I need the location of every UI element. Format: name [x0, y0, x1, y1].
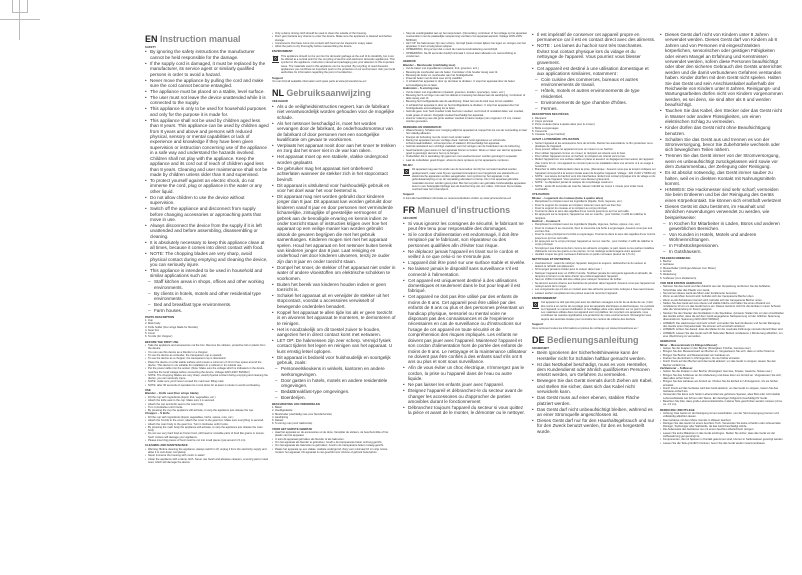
crop-mark: [0, 0, 40, 40]
list-item: • Drehen Sie die Einheit im Uhrzeigersinn, bis sie hörbar einrastet.: [660, 357, 784, 360]
list-item: 5. Abdeckung: [660, 273, 677, 277]
list-item: • L'appareil doit être posé sur une surface stable et nivelée.: [403, 260, 527, 265]
list-item: • Components that have come into contact with food can be cleaned in soapy water.: [272, 42, 396, 45]
list-item: 1. Récipient: [532, 116, 547, 120]
en-support-heading: Support: [272, 75, 284, 80]
list-item: • Switch off the appliance and disconnect from supply before changing accessories or approaching parts that move in use.: [145, 206, 269, 222]
column-3: [403, 32, 527, 416]
de-chopper-list: [660, 370, 784, 406]
list-item: • Het apparaat moet op een stabiele, vlakke ondergrond worden geplaatst.: [272, 154, 396, 165]
list-item: • Fixez le corps principal sur la boîte à engrenages. Tournez-le dans le sens des aiguilles d'une montre jusqu'à ce qu'il se verrouille.: [532, 233, 656, 240]
list-item: • Remplissez le récipient avec les ingrédients (liquide, fruits, légumes, etc.): [532, 200, 656, 203]
list-item: • En appuyant sur le corps principal, l'appareil se met en marche ; pour l'arrêter, il suffit de relâcher le corps principal.: [532, 240, 656, 247]
list-item: • Remplissez le récipient avec les ingrédients (liquide, légumes, herbes, épices, noix, etc.): [532, 223, 656, 226]
list-item: • By pressing the cup the appliance will activate, to stop the appliance just release the cup.: [145, 409, 269, 412]
en-title-text: Instruction manual: [160, 34, 241, 44]
list-item: 1. Becher: [660, 260, 672, 264]
list-item: • Wenn es als Zerkleinerer benutzt wird, befindet sich der transparente Becher unten.: [660, 299, 784, 302]
list-item: • Allow the parts to dry thoroughly before reassembling the device.: [272, 45, 396, 48]
list-item: • Cet appareil ne doit pas être utilisé par des enfants de moins de 8 ans. Cet appareil peut être utilisé par des enfants de 8 ans ou plus et des personnes présentant un handicap physique, sensoriel ou mental voire ne disposant pas des connaissances et de l'expérience nécessaires en cas de surveillance ou d'instructions sur l'usage de cet appareil en toute sécurité et de compréhension des risques impliqués. Les enfants ne doivent pas jouer avec l'appareil. Maintenez l'appareil et son cordon d'alimentation hors de portée des enfants de moins de 8 ans. Le nettoyage et la maintenance utilisateur ne doivent pas être confiés à des enfants sauf s'ils ont 8 ans ou plus et sont sous surveillance.: [403, 294, 527, 364]
list-item: 3. Messerhalter (4-Klingen-Messer zum Mixen): [660, 266, 716, 270]
nl-cleaning-heading: REINIGING EN ONDERHOUD: [403, 124, 442, 129]
list-item: • Reinig het apparaat met een vochtige doek. Gebruik nooit agressieve en schurende schoonmaakmiddelen, schuursponzen of staalwol; dit beschadigt het apparaat.: [403, 139, 527, 146]
nl-first-use-list: [272, 431, 396, 454]
list-item: • Pour utiliser l'appareil comme un hachoir, le récipient est orienté vers le bas.: [532, 155, 656, 158]
list-item: • If the supply cord is damaged, it must be replaced by the manufacturer, its service agent or similarly qualified persons in order to avoid a hazard.: [145, 61, 269, 77]
list-item: • Don't give bacteria any chance to enter the device. Make sure the appliance is cleaned and before storage.: [272, 35, 396, 42]
list-item: • Dieses Gerät darf nur für den Haushaltsgebrauch und nur für den Zweck benutzt werden, für den es hergestellt wurde.: [532, 418, 656, 434]
list-item: – In Frühstückspensionen.: [660, 243, 784, 248]
fr-parts-list: [532, 117, 656, 137]
list-item: • OPMERKING: Na 30 seconden bedrijf minimaal 1 minuut laten afkoelen om oververhitting te voorkomen.: [403, 52, 527, 59]
list-item: • Stecken Sie den Stecker des Netzkabels in die Steckdose. (Hinweis: Stellen Sie vor dem Anschließen des Geräts sicher, dass die auf dem Gerät angegebene Netzspannung mit der örtlichen Spannung übereinstimmt. Spannung 220V-240V 50/60Hz): [660, 312, 784, 322]
list-item: • Fixez le support du couteau et le récipient au corps principal.: [532, 207, 656, 210]
list-item: • This appliance is only to be used for household purposes and only for the purpose it is made for.: [145, 106, 269, 117]
list-item: • Sie können dieses Gerät als Mixer oder Zerkleinerer benutzen.: [660, 292, 784, 295]
nl-cleaning-list: [403, 129, 527, 162]
list-item: • Geben Sie die Zutaten in den Becher (Flüssigkeit, Früchte, Gemüse usw.): [660, 347, 784, 350]
en-first-use-list: [145, 344, 269, 387]
list-item: • Dompel het snoer, de stekker of het apparaat niet onder in water of andere vloeistoffen om elektrische schokken te voorkomen.: [272, 265, 396, 281]
list-item: • Put the power cable into the socket. (Note: Make sure the voltage which is indicated on the device matches the local voltage before connecting the device. Voltage 220V-240V 50/60Hz): [145, 367, 269, 374]
list-item: • HINWEIS: Achten Sie darauf, dass die Marke für die maximale Füllmenge niemals überschritten wird.: [660, 328, 784, 331]
list-item: 5. Couvercle: [532, 129, 548, 133]
en-chopper-heading: Chopper – S knife: [145, 411, 170, 416]
nl-support-heading: Support: [403, 192, 415, 197]
nl-parts-list: [272, 406, 396, 426]
list-item: • Turn it clockwise until it locks.: [145, 406, 269, 409]
fr-blender-heading: Mixeur – Logement du couteau (lame à quatre ailes): [532, 195, 604, 200]
nl-parts-heading: BESCHRIJVING VAN ONDERDELEN: [272, 401, 320, 406]
list-item: – By clients in hotels, motels and other residential type environments.: [145, 291, 269, 302]
list-item: • Houd er rekening mee dat grote stukken voedsel in kleine stukjes (van ongeveer 1,5 cm) moeten worden gesneden.: [403, 117, 527, 124]
list-item: – Environnements de type chambre d'hôtes.: [532, 100, 656, 105]
list-item: • NOTE : ne dépassez jamais la marque de remplissage maximum.: [532, 181, 656, 184]
en-environment: [272, 55, 396, 75]
fr-title: [403, 205, 527, 215]
nl-first-use-list-cont: [403, 32, 527, 58]
list-item: • Om het apparaat als hakmolen te gebruiken, houdt u de transparante beker omlaag gericht.: [272, 444, 396, 447]
fr-cleaning-heading: NETTOYAGE ET ENTRETIEN: [532, 257, 571, 262]
list-item: • Das Gerät darf nicht unbeaufsichtigt bleiben, während es an einer Stromquelle angeschlossen ist.: [532, 407, 656, 418]
list-item: • NOTE: after 30 seconds of operation let it cool down for at least 1 minute to avoid overheating.: [145, 384, 269, 387]
fr-first-use-heading: AVANT LA PREMIÈRE UTILISATION: [532, 137, 580, 142]
list-item: • Ist das Netzkabel beschädigt, muss es vom Hersteller, dem Kundendienst oder ähnlich qualifizierten Personen ersetzt werden, um Gefahren zu vermeiden.: [532, 362, 656, 378]
list-item: 4. Gear box: [145, 328, 160, 332]
list-item: 6. S-Messer (zum Zerkleinern): [660, 276, 697, 280]
list-item: • NOTE : Les lames du hachoir sont très tranchantes. Évitez tout contact physique lors du vidage et du nettoyage de l'appareil. Vous pourriez vous blesser gravement.: [532, 43, 656, 65]
de-cleaning-list: [660, 412, 784, 445]
en-cleaning-heading: CLEANING AND MAINTENANCE: [145, 443, 188, 448]
crossed-out-wheelie-bin-icon: [272, 55, 279, 63]
de-parts-heading: TEILEBESCHREIBUNG: [660, 255, 691, 260]
fr-environment-heading: ENVIRONNEMENT: [532, 295, 557, 300]
list-item: • Débranchez toujours l'appareil du secteur si vous quittez la pièce et avant de le monter, le démonter ou le nettoyer.: [403, 405, 527, 416]
list-item: • En appuyant sur le récipient, l'appareil se met en marche ; pour l'arrêter, il suffit de relâcher le récipient.: [532, 213, 656, 220]
list-item: • NOTE : après 30 secondes de marche, laissez refroidir au moins 1 minute pour éviter toute surchauffe.: [532, 185, 656, 192]
fr-environment-text: Cet appareil ne doit pas être jeté avec les déchets ménagers à la fin de sa durée de vie, il doit être remis à un centre de recyclage pour les appareils électriques et électroniques. Ce symbole sur l'appareil, le manuel d'utilisation et l'emballage attire votre attention sur ce point important. Les matériaux utilisés dans cet appareil sont recyclables. En recyclant vos appareils, vous contribuez de manière significative à la protection de notre environnement. Renseignez-vous auprès des autorités locales pour connaître les centres de collecte des déchets.: [541, 301, 655, 321]
list-item: 6. S knife (for chopper): [145, 335, 173, 339]
list-item: • Les composants qui ont été en contact avec des aliments peuvent être nettoyés à l'eau savonneuse.: [532, 288, 656, 291]
list-item: • Mettez l'appareil sur une surface stable et plane et assurez un dégagement tout autour de l'appareil d'au moins 10 cm. Cet appareil ne convient pas à une installation dans une armoire ni à un usage à l'extérieur.: [532, 158, 656, 168]
list-item: • Bevestig de beker en meshouder aan het hoofdgedeelte.: [403, 74, 527, 77]
de-safety-heading: SICHERHEIT: [532, 345, 549, 350]
list-item: – Personeelskeukens in winkels, kantoren en andere werkomgevingen.: [272, 366, 396, 377]
list-item: • Als het netsnoer beschadigd is, moet het worden vervangen door de fabrikant, de onderhoudsmonteur van de fabrikant of door personen met een soortgelijke kwalificatie om gevaar te voorkomen.: [272, 121, 396, 143]
de-title: [532, 335, 656, 345]
list-item: • NOTE : Les lames du hachoir sont très tranchantes. Évitez tout contact physique lors du vidage et du nettoyage de l'appareil. Vous pourriez vous blesser gravement.: [532, 175, 656, 182]
fr-safety-list-cont: [532, 32, 656, 111]
en-parts-heading: PARTS DESCRIPTION: [145, 314, 175, 319]
en-cleaning-list-cont: [272, 32, 396, 48]
list-item: • Veuillez couper les gros morceaux d'aliments en petits morceaux (autour de 1,5 cm).: [532, 253, 656, 256]
list-item: • Bringen Sie den Messereinsatz am Becher an. Vergewissern Sie sich, dass er sicher fixiert ist.: [660, 350, 784, 353]
de-use-heading: GEBRAUCH: [660, 339, 677, 344]
de-chopper-heading: Zerkleinerer – S-Messer: [660, 365, 693, 370]
list-item: • Dompel de behuizing met de motor nooit onder water!: [403, 136, 527, 139]
list-item: • Seul un chiffon humide doit être utilisé pour nettoyer l'extérieur du boîtier.: [532, 278, 656, 281]
fr-first-use-list: [532, 142, 656, 191]
list-item: 2. Gehäuse: [660, 263, 674, 267]
crossed-out-wheelie-bin-icon: [532, 301, 539, 309]
list-item: • Fixez le couteau S au couvercle, fixez le couvercle à la boîte à engrenages. Assurez-vous que tout est bien fixé.: [532, 227, 656, 234]
list-item: • Als u de veiligheidsinstructies negeert, kan de fabrikant niet verantwoordelijk worden gehouden voor de mogelijke schade.: [272, 104, 396, 120]
list-item: • Dit apparaat is bedoeld voor huishoudelijk en soortgelijk gebruik, zoals:: [272, 355, 396, 366]
list-item: • Éteignez l'appareil et débranchez-le du secteur avant de changer les accessoires ou d'approcher de parties amovibles durant le fonctionnement: [403, 388, 527, 404]
list-item: • Only a damp rinsing cloth should be used to clean the outside of the housing.: [272, 32, 396, 35]
list-item: • Vul de beker met ingrediënten (vloeistof, fruit, groenten, enz.): [403, 67, 527, 70]
column-5: [660, 32, 784, 445]
de-title-text: Bedienungsanleitung: [547, 334, 639, 345]
de-safety-list: [532, 350, 656, 434]
list-item: • Beim Ignorieren der Sicherheitshinweise kann der Hersteller nicht für Schäden haftbar gemacht werden.: [532, 350, 656, 361]
list-item: – Staff kitchen areas in shops, offices and other working environments.: [145, 279, 269, 290]
fr-support-text: Vous retrouvez toutes les informations et pièces de rechange sur www.princesshome.eu !: [532, 326, 639, 330]
list-item: • Dieses Gerät darf nicht von Kindern unter 8 Jahren verwendet werden. Dieses Gerät darf von Kindern ab 8 Jahren und von Personen mit eingeschränkten körperlichen, sensorischen oder geistigen Fähigkeiten oder einem Mangel an Erfahrung und Kenntnissen verwendet werden, sofern diese Personen beaufsichtigt oder über den sicheren Gebrauch des Geräts unterrichtet werden und die damit verbundenen Gefahren verstanden haben. Kinder dürfen mit dem Gerät nicht spielen. Halten Sie das Gerät und sein Anschlusskabel außerhalb der Reichweite von Kindern unter 8 Jahren. Reinigungs- und Wartungsarbeiten dürfen nicht von Kindern vorgenommen werden, es sei denn, sie sind älter als 8 und werden beaufsichtigt.: [660, 32, 784, 108]
list-item: • Bringen Sie Becher und Messereinsatz am Gehäuse an.: [660, 354, 784, 357]
list-item: • Dieses Gerät ist dazu bestimmt, im Haushalt und ähnlichen Anwendungen verwendet zu werden, wie beispielsweise:: [660, 204, 784, 220]
list-item: • To use the device as a chopper, the transparent cup is downward.: [145, 357, 269, 360]
list-item: • Afin de vous éviter un choc électrique, n'immergez pas le cordon, la prise ou l'appareil dans de l'eau ou autre liquide.: [403, 365, 527, 381]
list-item: • N'immergez jamais le boîtier avec le moteur dans l'eau !: [532, 268, 656, 271]
list-item: • Nettoyez l'appareil avec un chiffon humide. N'utilisez jamais de nettoyants agressifs et abrasifs, de tampons à récurer ou de laine d'acier qui endommageraient l'appareil.: [532, 272, 656, 279]
list-item: • Dit apparaat is uitsluitend voor huishoudelijk gebruik en voor het doel waar het voor bestemd is.: [272, 183, 396, 194]
nl-support-text: U kunt alle beschikbare informatie en reserveonderdelen vinden op www.princesshome.eu!: [403, 196, 512, 200]
de-blender-list: [660, 347, 784, 367]
list-item: • Es ist absolut notwendig, das Gerät immer sauber zu halten, weil es in direkten Kontakt mit Nahrungsmitteln kommt.: [660, 170, 784, 186]
de-first-use-list: [660, 285, 784, 338]
list-item: – Coin cuisine des commerces, bureaux et autres environnements de travail.: [532, 77, 656, 88]
list-item: • OPMERKING: Zorg ervoor dat u nooit de maximumvulmarkering overschrijdt.: [403, 48, 527, 51]
list-item: • Laissez sécher complètement les pièces avant de remonter l'appareil.: [532, 292, 656, 295]
list-item: • Vul de beker met ingrediënten (vloeistof, groenten, kruiden, specerijen, noten, enz.): [403, 91, 527, 94]
list-item: • Komponenten, die mit Speisen in Kontakt gekommen sind, können in Seifenwasser gereinigt werden.: [660, 438, 784, 441]
list-item: • LET OP: De hakmessen zijn zeer scherp. Vermijd fysiek contact tijdens het legen en reinigen van het apparaat. U kunt ernstig letsel oplopen.: [272, 338, 396, 354]
list-item: • De gebruiker mag het apparaat niet onbeheerd achterlaten wanneer de stekker zich in het stopcontact bevindt.: [272, 166, 396, 182]
column-1: [145, 32, 269, 464]
list-item: • Gebruik geen zeer hard voedsel zoals bevroren voedsel, oud brood of onstabiel delen van voedsel, zoals graan of stenen. Dergelijk voedsel beschadigt het apparaat.: [403, 110, 527, 117]
list-item: • HINWEIS: Lassen Sie das Gerät nach 30 Sekunden Betrieb mindestens 1 Minute lang abkühlen, um eine Überhitzung zu vermeiden.: [660, 332, 784, 339]
list-item: • Om het apparaat als blender te gebruiken, houdt u de transparante beker omhoog gericht.: [272, 441, 396, 444]
list-item: • Draai de beker met de klok mee tot hij vastklikt.: [403, 77, 527, 80]
crossed-out-wheelie-bin-icon: [403, 168, 410, 176]
list-item: • Place the device on a flat stable surface and ensure a minimum of 10 cm free space around the device. This device is not suitable for installation in a cabinet or for outside use.: [145, 361, 269, 368]
en-first-use-heading: BEFORE THE FIRST USE: [145, 339, 179, 344]
list-item: • U schakelt het apparaat in door op het hoofdgedeelte te drukken. U stopt het apparaat door het hoofdgedeelte eenvoudigweg los te laten.: [403, 104, 527, 111]
list-item: • HINWEIS: Die Hackmesser sind sehr scharf; vermeiden Sie beim Entleeren und bei der Reinigung des Geräts einen Körperkontakt. Sie können sich ernsthaft verletzen!: [660, 187, 784, 203]
list-item: – Fermes.: [532, 106, 656, 111]
en-use-heading: USE: [145, 388, 151, 393]
list-item: – Farm houses.: [145, 308, 269, 313]
list-item: • Nehmen Sie das Gerät und das Zubehör aus der Verpackung. Entfernen Sie die Aufkleber, Schutzfolie oder das Plastik vom Gerät.: [660, 285, 784, 292]
fr-chopper-heading: Hachoir – Couteau S: [532, 218, 561, 223]
nl-blender-list: [403, 67, 527, 87]
list-item: • Schalten Sie das Gerät aus und trennen es von der Stromversorgung, bevor Sie Zubehörteile wechseln oder sich beweglichen Teilen nähern.: [660, 137, 784, 153]
list-item: 3. Knife holder (four wings blade for blender): [145, 325, 199, 329]
nl-environment-heading: MILIEU: [403, 162, 413, 167]
list-item: • NOTE: The chopping blades are very sharp, avoid physical contact during emptying and cleaning the device, you can seriously injure.: [145, 251, 269, 267]
fr-safety-heading: SÉCURITÉ: [403, 216, 418, 221]
list-item: • Das Gehäuse mit dem Motor niemals in Wasser tauchen!: [660, 419, 784, 422]
list-item: • Clean the appliance with a damp cloth. Never use harsh and abrasive cleaners, scouring pad or steel wool, which will damage the device.: [145, 458, 269, 465]
list-item: • Plaats het apparaat op een vlakke, stabiele ondergrond. Zorg voor minimaal 10 cm vrije ruimte rondom het apparaat. Dit apparaat is niet geschikt voor inbouw of gebruik buitenshuis.: [272, 448, 396, 455]
en-safety-heading: SAFETY: [145, 45, 157, 49]
list-item: • NOTE: The chopping blades are very sharp, avoid physical contact during emptying and cleaning the device, you can seriously injure.: [145, 374, 269, 381]
list-item: – Bed&Breakfast-type omgevingen.: [272, 389, 396, 394]
list-item: • Attach the main body to the gear box. Turn it clockwise until it locks.: [145, 423, 269, 426]
list-item: • By pressing the main body the appliance will activate, to stop the appliance just release the main body.: [145, 426, 269, 433]
list-item: – Von Kunden in Hotels, Motels und anderen Wohneinrichtungen.: [660, 232, 784, 243]
list-item: • Waarschuwing: Schakel voor reiniging altijd het apparaat uit, koppel het los van de netvoeding en laat het volledig afkoelen.: [403, 129, 527, 136]
en-title: [145, 34, 269, 44]
list-item: 1. Cup: [145, 319, 153, 322]
list-item: • Verplaats het apparaat nooit door aan het snoer te trekken en zorg dat het snoer niet in de war kan raken.: [272, 143, 396, 154]
list-item: • Laat de onderdelen goed drogen, alvorens deze opnieuw op het apparaat te monteren.: [403, 159, 527, 162]
list-item: – Door gasten in hotels, motels en andere residentiële omgevingen.: [272, 378, 396, 389]
list-item: • Onderdelen die in aanraking zijn gekomen met voedsel kunnen worden gereinigd in sopwater.: [403, 155, 527, 158]
list-item: • Koppel het apparaat te allen tijde los als er geen toezicht is en alvorens het apparaat te monteren, te demonteren of te reinigen.: [272, 310, 396, 326]
list-item: • Il est impératif de conserver cet appareil propre en permanence car il est en contact direct avec des aliments.: [532, 32, 656, 43]
list-item: 4. Aandrijving: [272, 415, 289, 419]
list-item: • Trennen Sie das Gerät immer von der Stromversorgung, wenn es unbeaufsichtigt zurückgelassen wird sowie vor dem Zusammenbau, der Zerlegung oder Reinigung.: [660, 153, 784, 169]
de-language-code: DE: [532, 334, 545, 345]
list-item: 4. Boîte à engrenages: [532, 126, 559, 130]
list-item: • Cet appareil est destiné à une utilisation domestique et aux applications similaires, notamment :: [532, 66, 656, 77]
list-item: • Vous pouvez utiliser cet appareil comme un mixeur ou un hachoir.: [532, 148, 656, 151]
list-item: • Do not allow children to use the device without supervision.: [145, 195, 269, 206]
list-item: • Attach the S knife to the cover, attach the cover to the gear box. Make sure everything is secured.: [145, 419, 269, 422]
list-item: • Reinigen Sie das Gerät mit einem feuchten Tuch. Verwenden Sie keine scharfen oder scheuernden Reiniger, Topfreiniger oder Stahlwolle, da das Gerät beschädigt würde.: [660, 422, 784, 429]
nl-safety-list: [272, 104, 396, 401]
list-item: – Boerderijen.: [272, 395, 396, 400]
list-item: • Never immerse the housing with motor in water!: [145, 454, 269, 457]
list-item: • Si vous ignorez les consignes de sécurité, le fabricant ne peut être tenu pour responsable des dommages.: [403, 221, 527, 232]
list-item: • The appliance must be placed on a stable, level surface.: [145, 89, 269, 94]
list-item: • Achtung: Das Gerät vor der Reinigung immer ausschalten, von der Stromversorgung trennen und vollständig abkühlen lassen.: [660, 412, 784, 419]
list-item: 2. Corps principal: [532, 119, 553, 123]
de-first-use-heading: VOR DEM ERSTEN GEBRAUCH: [660, 280, 703, 285]
nl-safety-heading: VEILIGHEID: [272, 99, 288, 104]
de-cleaning-heading: REINIGUNG UND PFLEGE: [660, 407, 695, 412]
fr-parts-heading: DESCRIPTION DES PIÈCES: [532, 112, 569, 117]
nl-title-text: Gebruiksaanwijzing: [286, 88, 371, 99]
list-item: • Ne laissez jamais le dispositif sans surveillance s'il est connecté à l'alimentation.: [403, 266, 527, 277]
list-item: • Si le cordon d'alimentation est endommagé, il doit être remplacé par le fabricant, son réparateur ou des personnes qualifiées afin d'éviter tout risque.: [403, 232, 527, 248]
list-item: • Warning: Before cleaning the appliance, always switch it off, unplug it from the electricity supply and allow it to cool down completely.: [145, 448, 269, 455]
de-blender-heading: Mixer – Messereinsatz (4-Klingen-Messer): [660, 342, 718, 347]
list-item: • Ne donnez aucune chance aux bactéries de pénétrer dans l'appareil. Assurez-vous que l'appareil est nettoyé avant de le ranger.: [532, 282, 656, 289]
list-item: • Bevestig de meshouder aan de beker. Controleer of de houder stevig vast zit.: [403, 71, 527, 74]
list-item: • Fill the cup with ingredients (liquid, fruit, vegetables, etc.): [145, 396, 269, 399]
nl-environment-text: Dit apparaat mag aan het einde van de levensduur niet bij het normale huisafval worden gedeponeerd, maar moet bij een speciaal inzamelpunt voor hergebruik van elektrische en elektronische apparaten worden aangeboden. Het symbool op het apparaat, in de gebruiksaanwijzing en op de verpakking attendeert u hierop. De in het apparaat gebruikte materialen kunnen worden gerecycled. Met het recyclen van gebruikte huishoudelijke apparaten levert u een belangrijke bijdrage aan de bescherming van ons milieu. Informeer bij uw lokale overheid naar het inzamelpunt.: [412, 168, 527, 192]
list-item: 4. Antrieb: [660, 270, 672, 274]
list-item: • Wenn es als Mixer benutzt wird, befindet sich der transparente Becher oben.: [660, 295, 784, 298]
list-item: 6. S-vormig mes (voor hakfunctie): [272, 422, 313, 426]
list-item: 5. Deksel: [272, 419, 284, 423]
list-item: • Geef bacteriën geen kans om het apparaat binnen te treden. Wees er zeker van dat het apparaat goed is gereinigd, alvorens het op te bergen.: [403, 149, 527, 156]
list-item: • Avertissement : avant de nettoyer l'appareil, éteignez-le toujours, débranchez-le du secteur et laissez-le refroidir complètement.: [532, 262, 656, 269]
fr-title-text: Manuel d'instructions: [417, 205, 511, 216]
list-item: 5. Cover: [145, 332, 156, 336]
list-item: • Fixez le support du couteau au récipient. Assurez-vous qu'il est bien fixé.: [532, 204, 656, 207]
list-item: • The user must not leave the device unattended while it is connected to the supply.: [145, 95, 269, 106]
list-item: • Gebruik uitsluitend een vochtige vaatdoek voor het reinigen van de buitenkant van de behuizing.: [403, 145, 527, 148]
list-item: • Bringen Sie das S-Messer an der Abdeckung und diese dann am Antrieb an. Vergewissern Sie sich, dass alles sicher fixiert ist.: [660, 374, 784, 381]
list-item: • Do not use very hard food as frozen food, old bread or unstable parts of food like grains or stones. Such mixture will damage your appliance.: [145, 432, 269, 439]
list-item: 3. Meshouder (vierbladig mes voor blenderfunctie): [272, 412, 332, 416]
list-item: • To protect yourself against an electric shock, do not immerse the cord, plug or appliance in the water or any other liquid.: [145, 178, 269, 194]
list-item: – In Küchen für Mitarbeiter in Läden, Büros und anderen gewerblichen Bereichen.: [660, 221, 784, 232]
list-item: • This appliance is intended to be used in household and similar applications such as:: [145, 268, 269, 279]
list-item: • Stellen Sie das Gerät auf eine ebene und stabile Fläche und halten Sie einen Abstand von mindestens 10 cm um das Gerät herum ein. Dieses Gerät ist nicht für den Einbau in einen Schrank oder die Verwendung im Freien geeignet.: [660, 302, 784, 312]
list-item: 6. Couteau S (pour hachoir): [532, 133, 566, 137]
nl-use-heading: GEBRUIK: [403, 59, 416, 64]
list-item: • Bringen Sie das Gehäuse am Antrieb an. Drehen Sie die Einheit im Uhrzeigersinn, bis sie hörbar einrastet.: [660, 380, 784, 387]
list-item: • Sortez l'appareil et les accessoires hors de la boîte. Retirez les autocollants, le film protecteur ou le plastique de l'appareil.: [532, 142, 656, 149]
list-item: • Ne déplacez jamais l'appareil en tirant sur le cordon et veillez à ce que celui-ci ne s'enroule pas.: [403, 249, 527, 260]
list-item: • Tournez-le dans le sens des aiguilles d'une montre jusqu'à ce qu'il se verrouille.: [532, 210, 656, 213]
en-blender-list: [145, 396, 269, 412]
column-2: [272, 32, 396, 454]
list-item: • It is absolutely necessary to keep this appliance clean at all times, because it comes into direct contact with food.: [145, 240, 269, 251]
en-safety-list: [145, 49, 269, 313]
list-item: • NOTE: make sure you'll never exceed the maximum filling mark.: [145, 380, 269, 383]
nl-environment: [403, 168, 527, 191]
list-item: • Schakel het apparaat uit en verwijder de stekker uit het stopcontact, voordat u accessoires verwisselt of bewegende onderdelen benadert.: [272, 293, 396, 309]
list-item: • Tauchen Sie das Kabel, den Stecker oder das Gerät nicht in Wasser oder andere Flüssigkeiten, um einen elektrischen Schlag zu vermeiden.: [660, 108, 784, 124]
de-safety-list-cont: [660, 32, 784, 255]
list-item: • Bevestig het S-vormige mes aan het deksel en bevestig het deksel aan de aandrijving. Controleer of alles stevig vast zit.: [403, 94, 527, 101]
fr-use-heading: UTILISATION: [532, 192, 550, 197]
list-item: • Dit apparaat mag niet worden gebruikt door kinderen jonger dan 8 jaar. Dit apparaat kan worden gebruikt door kinderen vanaf 8 jaar en door personen met verminderde lichamelijke, zintuiglijke of geestelijke vermogens of gebrek aan de benodigde ervaring en kennis indien ze onder toezicht staan of instructies krijgen over hoe het apparaat op een veilige manier kan worden gebruikt alsook de gevaren begrijpen die met het gebruik samenhangen. Kinderen mogen niet met het apparaat spelen. Houd het apparaat en het netsnoer buiten bereik van kinderen jonger dan 8 jaar. Laat reiniging en onderhoud niet door kinderen uitvoeren, tenzij ze ouder zijn dan 8 jaar en onder toezicht staan.: [272, 194, 396, 264]
fr-language-code: FR: [403, 205, 415, 216]
list-item: • Cet appareil est uniquement destiné à des utilisations domestiques et seulement dans le but pour lequel il est fabriqué.: [403, 278, 527, 294]
en-cleaning-list: [145, 448, 269, 464]
list-item: • Attach the cup and knife seat to the main body.: [145, 403, 269, 406]
fr-support-heading: Support: [532, 322, 544, 327]
list-item: • Branchez le câble d'alimentation dans la prise. (Remarque : Assurez-vous que la tension indiquée sur l'appareil correspond à la tension locale avant de brancher l'appareil. Voltage : 220 V-240 V 50/60 Hz): [532, 168, 656, 175]
fr-cleaning-list: [532, 262, 656, 295]
list-item: • Attach the knife seat to the cup. Make sure it is secured.: [145, 399, 269, 402]
list-item: • U schakelt het apparaat in door op de beker te drukken. U stopt het apparaat door de beker eenvoudigweg los te laten.: [403, 80, 527, 87]
en-language-code: EN: [145, 34, 158, 44]
list-item: 3. Porte couteau (lame à quatre ailes pour le mixeur): [532, 123, 595, 127]
nl-chopper-heading: Hakmolen – S-vormig mes: [403, 86, 440, 91]
fr-safety-list: [403, 221, 527, 416]
list-item: • Please insert big pieces of food must be cut into small pieces (just around 1.5 cm).: [145, 439, 269, 442]
list-item: • Die Außenseite des Gehäuses nur mit einem feuchten Abwischtuch reinigen.: [660, 428, 784, 431]
list-item: • Das Gerät muss auf einer ebenen, stabilen Fläche platziert werden.: [532, 395, 656, 406]
nl-language-code: NL: [272, 88, 284, 99]
list-item: • LET OP: De hakmessen zijn zeer scherp. Vermijd fysiek contact tijdens het legen en reinigen van het apparaat. U kunt ernstig letsel oplopen.: [403, 42, 527, 49]
list-item: • Beachten Sie bitte, dass große Lebensmittelstücke in kleine Teile geschnitten werden müssen (circa ca. 1,5 cm).: [660, 400, 784, 407]
list-item: • Het is noodzakelijk om dit toestel zuiver te houden, aangezien het in direct contact komt met eetwaren.: [272, 327, 396, 338]
nl-title: [272, 88, 396, 98]
list-item: • You can use this device as a blender or a chopper.: [145, 351, 269, 354]
list-item: • Pour utiliser l'appareil comme un mixeur, le récipient est orienté vers le haut.: [532, 152, 656, 155]
list-item: • By ignoring the safety instructions the manufacturer cannot be held responsible for the damage.: [145, 49, 269, 60]
list-item: • Kinder dürfen das Gerät nicht ohne Beaufsichtigung benutzen.: [660, 125, 784, 136]
list-item: • Lassen Sie keine Bakterien in das Gerät eindringen. Stellen Sie sicher, dass das Gerät vor der Aufbewahrung gut gereinigt ist.: [660, 432, 784, 439]
list-item: • U kunt dit apparaat gebruiken als blender of als hakmolen.: [272, 438, 396, 441]
list-item: • Bevestig het hoofdgedeelte aan de aandrijving. Draai het met de klok mee tot het vastklikt.: [403, 100, 527, 103]
list-item: • Always disconnect the device from the supply if it is left unattended and before assembling, disassembling or cleaning.: [145, 223, 269, 239]
list-item: • Lassen Sie die Teile gründlich trocknen, bevor Sie das Gerät wieder zusammenbauen.: [660, 442, 784, 445]
list-item: 2. Main body: [145, 322, 161, 326]
nl-first-use-heading: VOOR HET EERSTE GEBRUIK: [272, 426, 313, 431]
en-support-text: You can find all available information and spare parts at www.princesshome.eu!: [272, 80, 367, 84]
list-item: • Verwenden Sie keine sehr harten Lebensmittel wie gefrorene Speisen, altes Brot oder nicht stabile Lebensmittelteile wie Körner oder Steine. Ein derartiger Füllgutmix beschädigt Ihr Gerät.: [660, 393, 784, 400]
fr-blender-list: [532, 200, 656, 220]
list-item: • Geben Sie die Zutaten in den Becher (Flüssigkeit, Gemüse, Kräuter, Gewürze, Nüsse usw.).: [660, 370, 784, 373]
list-item: • HINWEIS: Die Hackmesser sind sehr scharf; vermeiden Sie beim Entleeren und bei der Reinigung des Geräts einen Körperkontakt. Sie können sich ernsthaft verletzen!: [660, 322, 784, 329]
column-4: [532, 32, 656, 435]
fr-environment: [532, 301, 656, 321]
en-environment-text: This appliance should not be put into the domestic garbage at the end of its durability, but must be offered at a central point for the recycling of electric and electronic domestic appliances. This symbol on the appliance, instruction manual and packaging puts your attention to this important issue. The materials used in this appliance can be recycled. By recycling of used domestic appliances you contribute an important push to the protection of our environment. Ask your local authorities for information regarding the point of recollection.: [281, 54, 395, 75]
nl-blender-heading: Blender – Meshouder (vierbladig mes): [403, 62, 456, 67]
list-item: • Buiten het bereik van kinderen houden indien er geen toezicht is.: [272, 282, 396, 293]
list-item: 1. Beker: [272, 405, 283, 409]
de-parts-list: [660, 260, 784, 280]
en-blender-heading: Blender – Knife seat (four wings blade): [145, 391, 199, 396]
list-item: • Take the appliance and accessories out the box. Remove the stickers, protective foil or plastic from the device.: [145, 344, 269, 351]
list-item: • Haal het apparaat en de accessoires uit de doos. Verwijder de stickers, de beschermfolie of het plastic van het apparaat.: [272, 431, 396, 438]
nl-chopper-list: [403, 91, 527, 124]
list-item: • Durch Druck auf das Gehäuse wird das Gerät aktiviert; um das Gerät zu stoppen, lassen Sie das Gehäuse einfach los.: [660, 387, 784, 394]
list-item: – Bed and breakfast type environments.: [145, 302, 269, 307]
list-item: – In Gutshäusern.: [660, 249, 784, 254]
list-item: • Bewegen Sie das Gerät niemals durch Ziehen am Kabel, und stellen Sie sicher, dass sich das Kabel nicht verwickeln kann.: [532, 378, 656, 394]
list-item: • N'employez pas d'aliments durs comme les aliments congelés, le pain rassis ou les parties instables d'aliments comme les grains ou les pierres. Un tel mélange endommagera votre appareil.: [532, 247, 656, 254]
list-item: • Never move the appliance by pulling the cord and make sure the cord cannot become entangled.: [145, 78, 269, 89]
list-item: • Durch Druck auf den Becher wird das Gerät aktiviert; um das Gerät zu stoppen, lassen Sie den Becher einfach los.: [660, 360, 784, 367]
en-parts-list: [145, 319, 269, 339]
list-item: • This appliance shall not be used by children aged less than 8 years. This appliance can be used by children aged from 8 years and above and persons with reduced physical, sensory or mental capabilities or lack of experience and knowledge if they have been given supervision or instruction concerning use of the appliance in a safe way and understand the hazards involved. Children shall not play with the appliance. Keep the appliance and its cord out of reach of children aged less than 8 years. Cleaning and user maintenance shall not be made by children unless older than 8 and supervised.: [145, 118, 269, 177]
en-chopper-list: [145, 416, 269, 442]
list-item: – Hôtels, motels et autres environnements de type résidentiel.: [532, 88, 656, 99]
list-item: • Fill the cup with ingredients (liquid, vegetables, herbs, spices, nuts, etc.): [145, 416, 269, 419]
list-item: • Ne pas laisser les enfants jouer avec l'appareil.: [403, 382, 527, 387]
en-environment-heading: ENVIRONMENT: [272, 49, 293, 54]
list-item: 2. Hoofdgedeelte: [272, 409, 293, 413]
list-item: • To use the device as a blender, the transparent cup is upward.: [145, 354, 269, 357]
fr-chopper-list: [532, 223, 656, 256]
list-item: • Stop de voedingskabel aan op het stopcontact. (Opmerking: controleer of het voltage op het apparaat overeenkomt met de plaatselijke netspanning voordat u het apparaat aansluit. Voltage 220V-240V 50/60Hz): [403, 32, 527, 42]
